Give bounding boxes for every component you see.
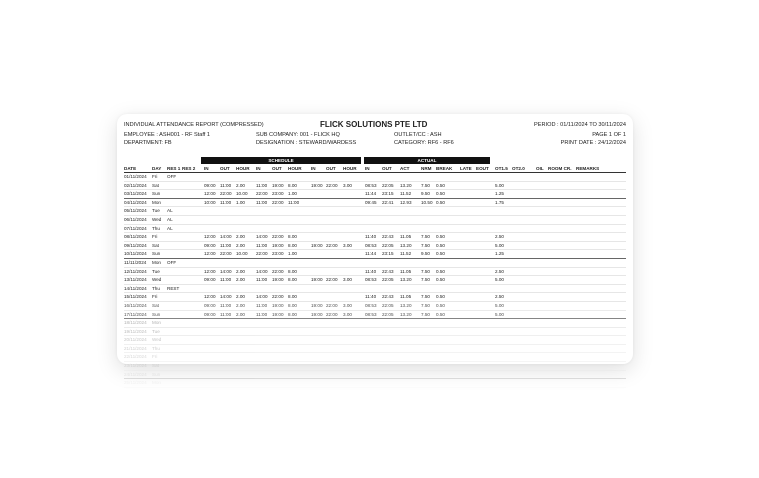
table-cell: 08/11/2024 bbox=[124, 234, 147, 240]
table-cell: 09:00 bbox=[204, 182, 216, 188]
table-cell: 5.00 bbox=[495, 277, 504, 283]
table-cell: Fri bbox=[152, 354, 158, 360]
table-cell: 0.50 bbox=[436, 242, 445, 248]
table-cell: 25/11/2024 bbox=[124, 380, 147, 386]
table-cell: 1.25 bbox=[495, 251, 504, 257]
table-cell: 14:00 bbox=[220, 234, 232, 240]
table-cell: Mon bbox=[152, 320, 161, 326]
table-cell: 07/11/2024 bbox=[124, 225, 147, 231]
table-cell: 24/11/2024 bbox=[124, 371, 147, 377]
table-cell: REST bbox=[167, 285, 180, 291]
table-cell: 20/11/2024 bbox=[124, 337, 147, 343]
table-row bbox=[124, 328, 626, 337]
table-cell: 11:00 bbox=[220, 302, 232, 308]
table-cell: 5.00 bbox=[495, 311, 504, 317]
table-cell: 12/11/2024 bbox=[124, 268, 147, 274]
table-cell: 11:44 bbox=[365, 251, 377, 257]
table-cell: Sat bbox=[152, 302, 159, 308]
column-header: NRM bbox=[421, 166, 432, 171]
table-cell: 11:00 bbox=[220, 242, 232, 248]
company-name: FLICK SOLUTIONS PTE LTD bbox=[320, 120, 428, 129]
table-cell: 08:53 bbox=[365, 277, 377, 283]
column-header: HOUR bbox=[288, 166, 302, 171]
table-cell: 11:00 bbox=[256, 302, 268, 308]
table-cell: 21/11/2024 bbox=[124, 345, 147, 351]
table-cell: 22:00 bbox=[326, 182, 338, 188]
table-cell: 22:00 bbox=[256, 191, 268, 197]
table-cell: 09:00 bbox=[204, 311, 216, 317]
table-row bbox=[124, 336, 626, 345]
column-header: OUT bbox=[382, 166, 392, 171]
table-cell: 8.00 bbox=[288, 234, 297, 240]
table-cell: 22:00 bbox=[256, 251, 268, 257]
table-cell: 11.52 bbox=[400, 191, 412, 197]
table-cell: 22:00 bbox=[326, 242, 338, 248]
table-cell: 8.00 bbox=[288, 302, 297, 308]
table-cell: Thu bbox=[152, 345, 160, 351]
table-cell: 8.00 bbox=[288, 242, 297, 248]
table-cell: 09:00 bbox=[204, 242, 216, 248]
table-cell: 11:44 bbox=[365, 191, 377, 197]
table-cell: 11:00 bbox=[288, 199, 300, 205]
table-cell: 11.52 bbox=[400, 251, 412, 257]
table-row bbox=[124, 242, 626, 251]
table-cell: 0.50 bbox=[436, 199, 445, 205]
table-cell: 7.50 bbox=[421, 302, 430, 308]
table-row bbox=[124, 371, 626, 380]
page-number: PAGE 1 OF 1 bbox=[592, 132, 626, 138]
table-cell: Sun bbox=[152, 251, 161, 257]
table-row bbox=[124, 259, 626, 268]
column-header: RES 1 bbox=[167, 166, 181, 171]
table-cell: 11:40 bbox=[365, 234, 377, 240]
table-cell: 23/11/2024 bbox=[124, 363, 147, 369]
table-cell: Fri bbox=[152, 234, 158, 240]
table-cell: 14:00 bbox=[256, 234, 268, 240]
sub-company-field: SUB COMPANY: 001 - FLICK HQ bbox=[256, 132, 340, 138]
table-cell: 22:43 bbox=[382, 294, 394, 300]
table-cell: 22:00 bbox=[272, 199, 284, 205]
table-cell: 1.00 bbox=[288, 251, 297, 257]
table-cell: 8.00 bbox=[288, 311, 297, 317]
table-cell: 22:43 bbox=[382, 268, 394, 274]
table-cell: 0.50 bbox=[436, 302, 445, 308]
table-cell: 08:53 bbox=[365, 182, 377, 188]
table-cell: 12:00 bbox=[204, 251, 216, 257]
column-header: OUT bbox=[220, 166, 230, 171]
table-cell: 22:05 bbox=[382, 277, 394, 283]
column-header: ROOM CR. bbox=[548, 166, 572, 171]
column-header: REMARKS bbox=[576, 166, 600, 171]
table-cell: 0.50 bbox=[436, 191, 445, 197]
table-cell: Mon bbox=[152, 199, 161, 205]
table-cell: 2.50 bbox=[495, 234, 504, 240]
table-cell: 14:00 bbox=[220, 294, 232, 300]
table-cell: 15/11/2024 bbox=[124, 294, 147, 300]
table-cell: 2.00 bbox=[236, 242, 245, 248]
table-cell: 5.00 bbox=[495, 302, 504, 308]
report-card bbox=[117, 114, 633, 386]
table-cell: 16/11/2024 bbox=[124, 302, 147, 308]
table-cell: 1.00 bbox=[236, 199, 245, 205]
table-cell: Wed bbox=[152, 277, 162, 283]
table-row bbox=[124, 182, 626, 191]
table-row bbox=[124, 207, 626, 216]
report-period: PERIOD : 01/11/2024 TO 30/11/2024 bbox=[534, 122, 626, 128]
table-cell: 2.00 bbox=[236, 311, 245, 317]
table-cell: 2.00 bbox=[236, 302, 245, 308]
table-cell: 10.00 bbox=[236, 251, 248, 257]
table-row bbox=[124, 216, 626, 225]
table-cell: 22:00 bbox=[272, 268, 284, 274]
table-cell: 11:40 bbox=[365, 294, 377, 300]
table-cell: 3.00 bbox=[343, 182, 352, 188]
table-cell: 5.00 bbox=[495, 242, 504, 248]
table-cell: 11:00 bbox=[256, 182, 268, 188]
table-cell: 11:00 bbox=[256, 277, 268, 283]
table-cell: 3.00 bbox=[343, 277, 352, 283]
table-cell: 22:00 bbox=[220, 251, 232, 257]
table-cell: 22/11/2024 bbox=[124, 354, 147, 360]
table-cell: 3.00 bbox=[343, 242, 352, 248]
table-cell: 22:00 bbox=[272, 234, 284, 240]
table-cell: 0.50 bbox=[436, 268, 445, 274]
table-cell: 08:53 bbox=[365, 242, 377, 248]
table-cell: AL bbox=[167, 225, 173, 231]
table-cell: 22:00 bbox=[220, 191, 232, 197]
table-cell: Thu bbox=[152, 285, 160, 291]
table-cell: 09/11/2024 bbox=[124, 242, 147, 248]
table-cell: 19:00 bbox=[311, 311, 323, 317]
table-cell: 19:00 bbox=[311, 302, 323, 308]
table-cell: 06/11/2024 bbox=[124, 216, 147, 222]
column-header: DATE bbox=[124, 166, 137, 171]
table-cell: 19:00 bbox=[311, 242, 323, 248]
table-cell: 10:00 bbox=[204, 199, 216, 205]
table-cell: 8.00 bbox=[288, 268, 297, 274]
column-header: BREAK bbox=[436, 166, 453, 171]
table-cell: Mon bbox=[152, 380, 161, 386]
table-cell: 9.50 bbox=[421, 251, 430, 257]
column-header: IN bbox=[256, 166, 261, 171]
table-cell: 03/11/2024 bbox=[124, 191, 147, 197]
table-cell: 09:00 bbox=[204, 277, 216, 283]
table-cell: 8.00 bbox=[288, 182, 297, 188]
table-cell: 13.20 bbox=[400, 242, 412, 248]
table-cell: 05/11/2024 bbox=[124, 208, 147, 214]
table-row bbox=[124, 293, 626, 302]
column-header: OUT bbox=[272, 166, 282, 171]
column-header: RES 2 bbox=[182, 166, 196, 171]
table-cell: 0.50 bbox=[436, 234, 445, 240]
table-cell: Sat bbox=[152, 242, 159, 248]
table-cell: 11:00 bbox=[256, 242, 268, 248]
table-cell: 22:05 bbox=[382, 182, 394, 188]
table-cell: 12:00 bbox=[204, 268, 216, 274]
table-cell: Sun bbox=[152, 191, 161, 197]
table-cell: 2.00 bbox=[236, 277, 245, 283]
table-cell: 08:53 bbox=[365, 311, 377, 317]
table-cell: 22:05 bbox=[382, 242, 394, 248]
column-header: OT2.0 bbox=[512, 166, 525, 171]
table-cell: 13/11/2024 bbox=[124, 277, 147, 283]
table-cell: 8.00 bbox=[288, 294, 297, 300]
table-cell: 13.20 bbox=[400, 302, 412, 308]
table-cell: 13.20 bbox=[400, 182, 412, 188]
table-cell: 17/11/2024 bbox=[124, 311, 147, 317]
department-field: DEPARTMENT: FB bbox=[124, 140, 172, 146]
table-cell: 7.50 bbox=[421, 294, 430, 300]
attendance-rows bbox=[124, 173, 626, 388]
column-header: OT1.5 bbox=[495, 166, 508, 171]
table-row bbox=[124, 285, 626, 294]
table-row bbox=[124, 345, 626, 354]
table-cell: 09:45 bbox=[365, 199, 377, 205]
table-cell: 10.50 bbox=[421, 199, 433, 205]
table-cell: 14/11/2024 bbox=[124, 285, 147, 291]
table-cell: 04/11/2024 bbox=[124, 199, 147, 205]
table-cell: 22:00 bbox=[272, 294, 284, 300]
table-cell: OFF bbox=[167, 174, 177, 179]
table-cell: 11:00 bbox=[256, 199, 268, 205]
table-cell: 19:00 bbox=[272, 311, 284, 317]
table-cell: 11:00 bbox=[256, 311, 268, 317]
designation-field: DESIGNATION : STEWARD/WARDESS bbox=[256, 140, 357, 146]
column-header: HOUR bbox=[343, 166, 357, 171]
table-row bbox=[124, 302, 626, 311]
table-cell: 19:00 bbox=[272, 302, 284, 308]
table-cell: 11:40 bbox=[365, 268, 377, 274]
faded-rows bbox=[124, 319, 626, 388]
table-cell: 2.50 bbox=[495, 294, 504, 300]
table-cell: Mon bbox=[152, 259, 161, 265]
table-cell: Sun bbox=[152, 371, 161, 377]
table-cell: 10.00 bbox=[236, 191, 248, 197]
table-cell: 11.05 bbox=[400, 268, 412, 274]
column-header: HOUR bbox=[236, 166, 250, 171]
table-row bbox=[124, 225, 626, 234]
table-cell: 22:00 bbox=[326, 311, 338, 317]
table-row bbox=[124, 190, 626, 199]
table-cell: Tue bbox=[152, 328, 160, 334]
table-cell: 19:00 bbox=[311, 182, 323, 188]
column-header: IN bbox=[204, 166, 209, 171]
table-cell: 23:00 bbox=[272, 191, 284, 197]
table-cell: 0.50 bbox=[436, 277, 445, 283]
table-row bbox=[124, 362, 626, 371]
table-cell: 14:00 bbox=[256, 268, 268, 274]
table-cell: Wed bbox=[152, 337, 162, 343]
report-title: INDIVIDUAL ATTENDANCE REPORT (COMPRESSED) bbox=[124, 122, 264, 128]
table-cell: 19:00 bbox=[272, 277, 284, 283]
table-cell: 14:00 bbox=[220, 268, 232, 274]
table-cell: 7.50 bbox=[421, 242, 430, 248]
category-field: CATEGORY: RF6 - RF6 bbox=[394, 140, 454, 146]
table-cell: 22:43 bbox=[382, 234, 394, 240]
table-cell: Tue bbox=[152, 268, 160, 274]
table-cell: Thu bbox=[152, 225, 160, 231]
table-row bbox=[124, 353, 626, 362]
table-cell: 14:00 bbox=[256, 294, 268, 300]
table-cell: 11:00 bbox=[220, 311, 232, 317]
table-row bbox=[124, 250, 626, 259]
table-cell: Fri bbox=[152, 174, 158, 179]
table-cell: 9.50 bbox=[421, 191, 430, 197]
table-cell: 23:00 bbox=[272, 251, 284, 257]
table-cell: Tue bbox=[152, 208, 160, 214]
table-cell: OFF bbox=[167, 259, 177, 265]
table-cell: 11.05 bbox=[400, 294, 412, 300]
table-cell: 19:00 bbox=[272, 182, 284, 188]
table-cell: 12:00 bbox=[204, 191, 216, 197]
schedule-band: SCHEDULE bbox=[201, 157, 361, 164]
table-cell: 2.00 bbox=[236, 268, 245, 274]
table-row bbox=[124, 268, 626, 277]
table-cell: 23:15 bbox=[382, 251, 394, 257]
column-headers bbox=[124, 165, 626, 172]
table-cell: 19:00 bbox=[311, 277, 323, 283]
column-header: OIL bbox=[536, 166, 544, 171]
table-cell: Sat bbox=[152, 182, 159, 188]
table-row bbox=[124, 276, 626, 285]
table-cell: 3.00 bbox=[343, 302, 352, 308]
table-cell: Wed bbox=[152, 216, 162, 222]
table-cell: 0.50 bbox=[436, 182, 445, 188]
column-header: LATE bbox=[460, 166, 472, 171]
table-cell: 22:41 bbox=[382, 199, 394, 205]
table-row bbox=[124, 379, 626, 388]
table-cell: 22:05 bbox=[382, 311, 394, 317]
table-cell: 2.50 bbox=[495, 268, 504, 274]
print-date: PRINT DATE : 24/12/2024 bbox=[560, 140, 626, 146]
table-cell: 7.50 bbox=[421, 311, 430, 317]
table-cell: AL bbox=[167, 216, 173, 222]
table-cell: 7.50 bbox=[421, 234, 430, 240]
column-header: IN bbox=[365, 166, 370, 171]
table-cell: Sat bbox=[152, 363, 159, 369]
column-header: EOUT bbox=[476, 166, 489, 171]
table-cell: 0.50 bbox=[436, 311, 445, 317]
table-cell: 10/11/2024 bbox=[124, 251, 147, 257]
table-row bbox=[124, 319, 626, 328]
table-cell: 1.00 bbox=[288, 191, 297, 197]
table-cell: 11.05 bbox=[400, 234, 412, 240]
table-cell: 3.00 bbox=[343, 311, 352, 317]
table-cell: 12:00 bbox=[204, 294, 216, 300]
table-cell: AL bbox=[167, 208, 173, 214]
column-header: ACT bbox=[400, 166, 410, 171]
table-cell: 7.50 bbox=[421, 277, 430, 283]
table-cell: 11:00 bbox=[220, 277, 232, 283]
table-row bbox=[124, 311, 626, 320]
actual-band: ACTUAL bbox=[364, 157, 490, 164]
column-header: DAY bbox=[152, 166, 162, 171]
table-row bbox=[124, 199, 626, 208]
table-cell: Fri bbox=[152, 294, 158, 300]
table-cell: 18/11/2024 bbox=[124, 320, 147, 326]
table-cell: 12.93 bbox=[400, 199, 412, 205]
table-cell: 7.50 bbox=[421, 182, 430, 188]
table-cell: 02/11/2024 bbox=[124, 182, 147, 188]
table-cell: 22:00 bbox=[326, 277, 338, 283]
table-cell: 2.00 bbox=[236, 234, 245, 240]
table-row bbox=[124, 173, 626, 182]
table-cell: 0.50 bbox=[436, 251, 445, 257]
table-cell: 22:00 bbox=[326, 302, 338, 308]
table-cell: 2.00 bbox=[236, 294, 245, 300]
table-cell: 8.00 bbox=[288, 277, 297, 283]
column-header: IN bbox=[311, 166, 316, 171]
table-cell: 2.00 bbox=[236, 182, 245, 188]
table-cell: 19/11/2024 bbox=[124, 328, 147, 334]
outlet-field: OUTLET/CC : ASH bbox=[394, 132, 442, 138]
table-cell: 13.20 bbox=[400, 311, 412, 317]
table-cell: 11:00 bbox=[220, 182, 232, 188]
table-cell: 23:15 bbox=[382, 191, 394, 197]
table-cell: 1.25 bbox=[495, 191, 504, 197]
table-cell: 08:53 bbox=[365, 302, 377, 308]
table-cell: 12:00 bbox=[204, 234, 216, 240]
table-cell: Sun bbox=[152, 311, 161, 317]
table-cell: 09:00 bbox=[204, 302, 216, 308]
table-cell: 5.00 bbox=[495, 182, 504, 188]
table-cell: 11:00 bbox=[220, 199, 232, 205]
column-header: OUT bbox=[326, 166, 336, 171]
table-cell: 0.50 bbox=[436, 294, 445, 300]
table-cell: 1.75 bbox=[495, 199, 504, 205]
table-cell: 22:05 bbox=[382, 302, 394, 308]
table-cell: 01/11/2024 bbox=[124, 174, 147, 179]
table-row bbox=[124, 233, 626, 242]
table-cell: 7.50 bbox=[421, 268, 430, 274]
table-cell: 11/11/2024 bbox=[124, 259, 147, 265]
table-cell: 19:00 bbox=[272, 242, 284, 248]
employee-field: EMPLOYEE : ASH001 - RF Staff 1 bbox=[124, 132, 211, 138]
table-cell: 13.20 bbox=[400, 277, 412, 283]
